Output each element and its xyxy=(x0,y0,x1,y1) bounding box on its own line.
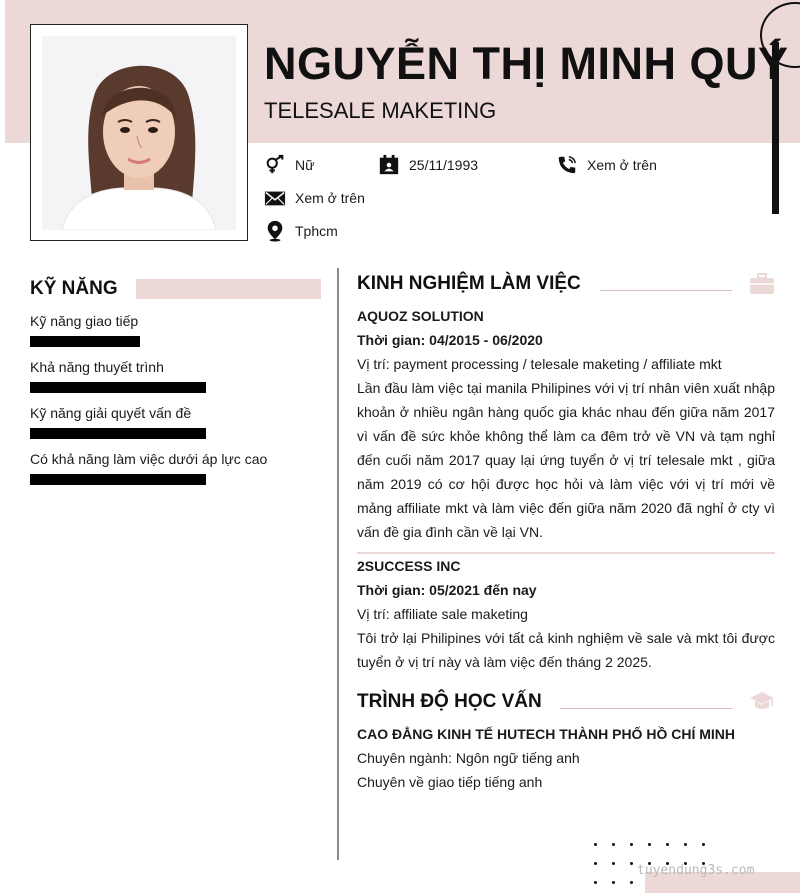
job-company: 2SUCCESS INC xyxy=(357,558,461,574)
skill-level-bar xyxy=(30,428,206,439)
job-position: Vị trí: payment processing / telesale maketing / affiliate mkt xyxy=(357,356,722,372)
gender-icon xyxy=(264,154,286,176)
portrait-image xyxy=(42,36,236,230)
briefcase-icon xyxy=(749,273,775,295)
skill-level-bar xyxy=(30,336,140,347)
education-title-line xyxy=(560,708,732,709)
skills-title: KỸ NĂNG xyxy=(30,278,118,299)
info-address xyxy=(264,220,338,242)
skill-level-bar xyxy=(30,474,206,485)
job-description: Tôi trở lại Philipines với tất cả kinh nghiệm về sale và mkt tôi được tuyển ở vị trí này và làm việc đến tháng 2 2025. xyxy=(357,630,775,670)
info-email xyxy=(264,187,365,209)
job-title: TELESALE MAKETING xyxy=(264,98,497,123)
watermark: tuyendung3s.com xyxy=(637,863,755,878)
education-major: Chuyên ngành: Ngôn ngữ tiếng anh xyxy=(357,750,580,766)
phone-icon xyxy=(556,154,578,176)
experience-title: KINH NGHIỆM LÀM VIỆC xyxy=(357,273,581,294)
email-value: Xem ở trên xyxy=(295,190,365,206)
job-period: Thời gian: 04/2015 - 06/2020 xyxy=(357,332,543,348)
skills-title-band xyxy=(136,279,321,299)
graduation-cap-icon xyxy=(749,690,775,712)
skill-label: Có khả năng làm việc dưới áp lực cao xyxy=(30,451,268,467)
gender-value: Nữ xyxy=(295,157,315,173)
info-gender xyxy=(264,154,314,176)
phone-value: Xem ở trên xyxy=(587,157,657,173)
experience-title-line xyxy=(600,290,732,291)
candidate-name: NGUYỄN THỊ MINH QUÝ xyxy=(264,38,789,89)
calendar-icon xyxy=(378,154,400,176)
education-title: TRÌNH ĐỘ HỌC VẤN xyxy=(357,691,542,712)
info-phone xyxy=(556,154,657,176)
skill-level-bar xyxy=(30,382,206,393)
info-birthday xyxy=(378,154,478,176)
envelope-icon xyxy=(264,187,286,209)
skill-label: Kỹ năng giao tiếp xyxy=(30,313,139,329)
skill-label: Khả năng thuyết trình xyxy=(30,359,164,375)
birthday-value: 25/11/1993 xyxy=(409,157,479,173)
skill-label: Kỹ năng giải quyết vấn đề xyxy=(30,405,192,421)
location-pin-icon xyxy=(264,220,286,242)
avatar xyxy=(42,36,236,230)
job-period: Thời gian: 05/2021 đến nay xyxy=(357,582,537,598)
address-value: Tphcm xyxy=(295,223,338,239)
job-position: Vị trí: affiliate sale maketing xyxy=(357,606,528,622)
job-description: Lần đầu làm việc tại manila Philipines với vị trí nhân viên xuất nhập khoản ở nhiều ngân hàng quốc gia khác nhau đến giữa năm 2017 vì vấn đề sức khỏe không thể làm ca đêm trở về VN và tạm nghỉ đến cuối năm 2017 quay lại ứng tuyển ở vị trí telesale mkt , giữa năm 2019 có cơ hội được học hỏi và làm việc với vị trí mới về mảng affiliate mkt và làm việc đến giữa năm 2020 đã nghỉ ở cty vì vấn đề gia đình cần về lại VN. xyxy=(357,380,775,540)
column-divider xyxy=(337,268,339,860)
education-school: CAO ĐẲNG KINH TẾ HUTECH THÀNH PHỐ HỒ CHÍ MINH xyxy=(357,726,735,742)
education-note: Chuyên về giao tiếp tiếng anh xyxy=(357,774,543,790)
job-company: AQUOZ SOLUTION xyxy=(357,308,484,324)
